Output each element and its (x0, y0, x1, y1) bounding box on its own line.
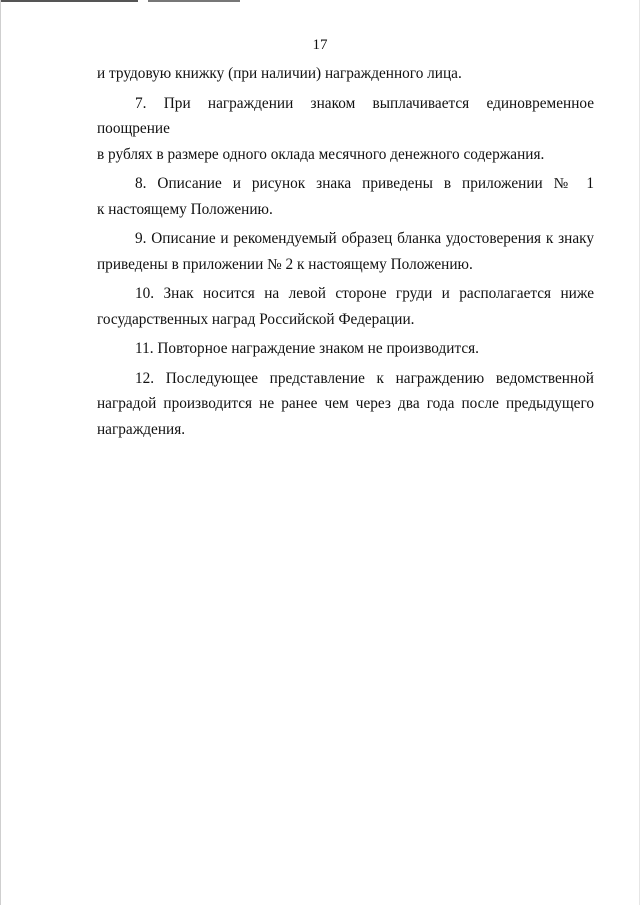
text-line: 8. Описание и рисунок знака приведены в приложении № 1 (135, 175, 594, 192)
document-body (97, 61, 594, 446)
text-line: государственных наград Российской Федерации. (97, 310, 415, 328)
text-line: наградой производится не ранее чем через два года после предыдущего (97, 395, 594, 412)
text-line: 7. При награждении знаком выплачивается единовременное поощрение (97, 94, 594, 137)
text-line: награждения. (97, 420, 186, 438)
text-line: в рублях в размере одного оклада месячного денежного содержания. (97, 145, 545, 163)
paragraph-item-8 (97, 171, 594, 222)
text-line: 9. Описание и рекомендуемый образец бланка удостоверения к знаку (135, 230, 594, 247)
text-line: и трудовую книжку (при наличии) награжденного лица. (97, 65, 462, 82)
paragraph-item-12 (97, 366, 594, 443)
text-line: 10. Знак носится на левой стороне груди и располагается ниже (135, 285, 594, 302)
page-number: 17 (312, 37, 328, 53)
scan-edge-top (0, 0, 640, 2)
scan-edge-left (0, 0, 1, 905)
text-line: 11. Повторное награждение знаком не производится. (135, 340, 480, 357)
text-line: 12. Последующее представление к награждению ведомственной (135, 369, 594, 387)
paragraph-item-7 (97, 91, 594, 168)
paragraph-continuation (97, 61, 594, 87)
text-line: приведены в приложении № 2 к настоящему Положению. (97, 255, 473, 273)
paragraph-item-11 (97, 336, 594, 362)
text-line: к настоящему Положению. (97, 200, 273, 218)
paragraph-item-9 (97, 226, 594, 277)
paragraph-item-10 (97, 281, 594, 332)
